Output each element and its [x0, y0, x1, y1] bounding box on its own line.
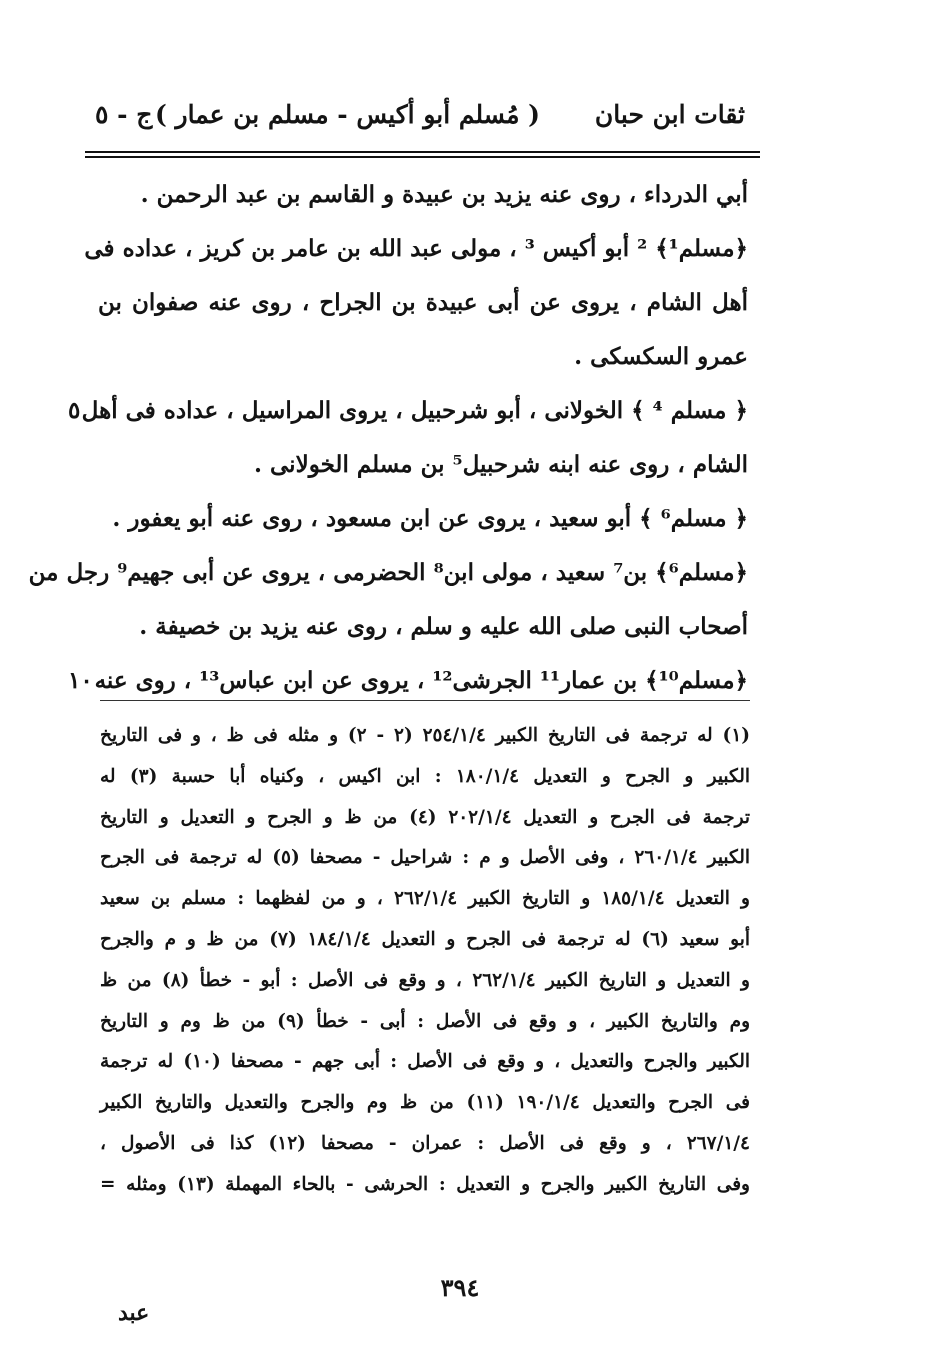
text-line: ﴿مسلم⁶﴾ بن⁷ سعيد ، مولى ابن⁸ الحضرمى ، يروى عن أبى جهيم⁹ رجل من [28, 559, 748, 586]
footnote-line: فى الجرح والتعديل ١٩٠/١/٤ (١١) من ظ وم والجرح والتعديل والتاريخ الكبير [100, 1092, 750, 1114]
signature-mark: عبد [118, 1300, 150, 1326]
footnote-line: الكبير والجرح والتعديل ، و وقع فى الأصل : أبى جهم - مصحفا (١٠) له ترجمة [100, 1051, 750, 1073]
text-line-content: ﴿مسلم¹⁰﴾ بن عمار¹¹ الجرشى¹² ، يروى عن ابن عباس¹³ ، روى عنه [94, 667, 748, 694]
footnote-line: و التعديل و التاريخ الكبير ٢٦٢/١/٤ ، و وقع فى الأصل : أبو - خطأ (٨) من ظ [100, 969, 750, 991]
text-line-content: ﴿ مسلم ⁴ ﴾ الخولانى ، أبو شرحبيل ، يروى المراسيل ، عداده فى أهل [81, 397, 748, 424]
book-title: ثقات ابن حبان [594, 100, 745, 129]
text-line: الشام ، روى عنه ابنه شرحبيل⁵ بن مسلم الخولانى . [254, 451, 748, 478]
footnote-line: وفى التاريخ الكبير والجرح و التعديل : الحرشى - بالحاء المهملة (١٣) ومثله = [100, 1173, 750, 1195]
text-line: أهل الشام ، يروى عن أبى عبيدة بن الجراح ، روى عنه صفوان بن [98, 289, 748, 316]
footnote-line: الكبير ٢٦٠/١/٤ ، وفى الأصل و م : شراحيل - مصحفا (٥) له ترجمة فى الجرح [100, 847, 751, 869]
main-text [28, 168, 748, 708]
footnote-separator [100, 700, 750, 701]
text-line: أبي الدرداء ، روى عنه يزيد بن عبيدة و القاسم بن عبد الرحمن . [140, 181, 748, 208]
text-line [68, 384, 748, 438]
footnote-line: وم والتاريخ الكبير ، و وقع فى الأصل : أبى - خطأ (٩) من ظ وم و التاريخ [100, 1010, 751, 1032]
line-number: ١٠ [68, 667, 93, 694]
page-number: ٣٩٤ [440, 1273, 480, 1302]
footnote-line: (١) له ترجمة فى التاريخ الكبير ٢٥٤/١/٤ (٢ - ٢) و مثله فى ظ ، و فى التاريخ [100, 725, 751, 746]
header-double-rule [85, 151, 760, 158]
text-line: ﴿ مسلم⁶ ﴾ أبو سعيد ، يروى عن ابن مسعود ، روى عنه أبو يعفور . [112, 505, 748, 532]
section-title: ( مُسلم أبو أكيس - مسلم بن عمار ) [154, 100, 540, 129]
line-number: ٥ [68, 397, 81, 424]
text-line: عمرو السكسكى . [574, 343, 748, 370]
running-header [95, 100, 745, 144]
footnote-line: ترجمة فى الجرح و التعديل ٢٠٢/١/٤ (٤) من ظ و الجرح و التعديل و التاريخ [100, 806, 750, 828]
volume-label: ج - ٥ [95, 100, 153, 129]
text-line: أصحاب النبى صلى الله عليه و سلم ، روى عنه يزيد بن خصيفة . [139, 613, 748, 640]
text-line: ﴿مسلم¹﴾ ² أبو أكيس ³ ، مولى عبد الله بن عامر بن كريز ، عداده فى [84, 235, 748, 262]
footnote-line: ٢٦٧/١/٤ ، و وقع فى الأصل : عمران - مصحفا (١٢) كذا فى الأصول ، [100, 1132, 750, 1154]
footnotes [100, 716, 750, 1206]
footnote-line: و التعديل ١٨٥/١/٤ و التاريخ الكبير ٢٦٢/١/٤ ، و من لفظهما : مسلم بن سعيد [100, 888, 750, 910]
footnote-line: الكبير و الجرح و التعديل ١٨٠/١/٤ : ابن اكيس ، وكنياه أبا حسبة (٣) له [100, 765, 750, 787]
footnote-line: أبو سعيد (٦) له ترجمة فى الجرح و التعديل ١٨٤/١/٤ (٧) من ظ و م والجرح [100, 928, 750, 950]
